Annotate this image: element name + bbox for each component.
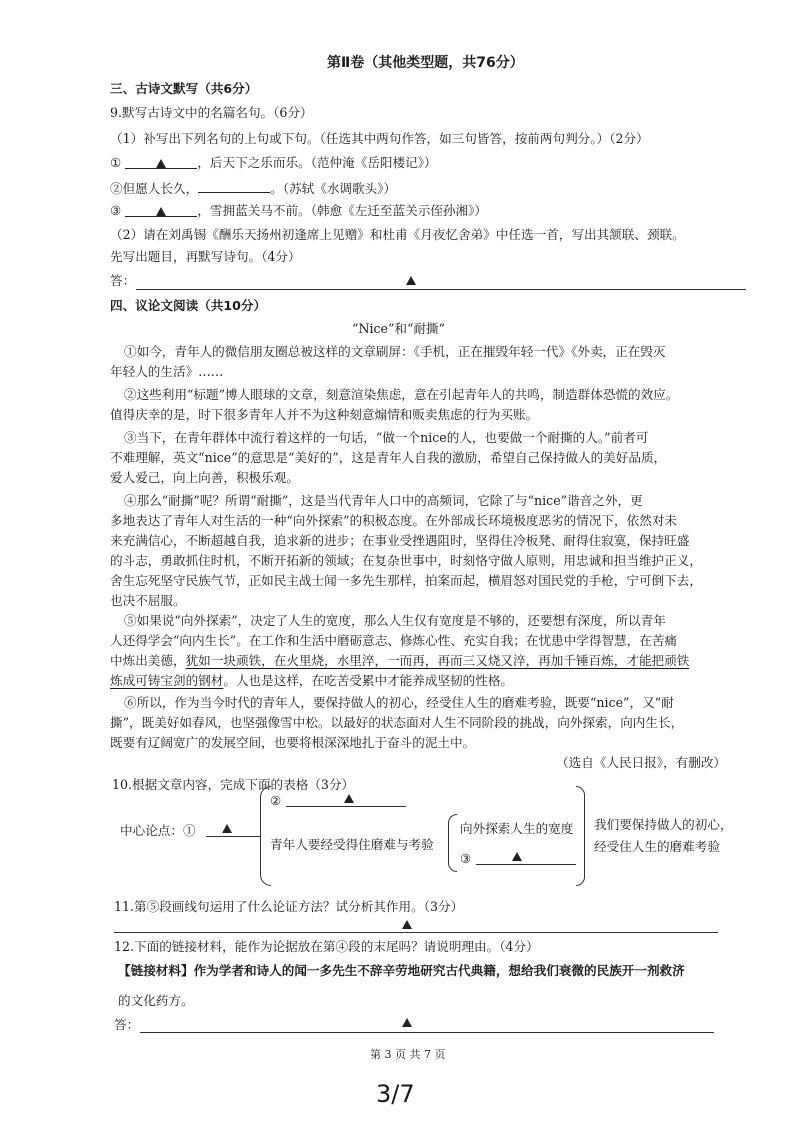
para5-line3-plain: 中炼出美德， xyxy=(110,653,186,668)
section3-title: 三、古诗文默写（共6分） xyxy=(110,81,258,96)
q9-2-line2: 先写出题目，再默写诗句。（4分） xyxy=(110,249,301,264)
part-title: 第Ⅱ卷（其他类型题，共76分） xyxy=(327,55,524,71)
para1-line2: 年轻人的生活》…… xyxy=(110,364,224,379)
fill-item-3-text: ，雪拥蓝关马不前。（韩愈《左迁至蓝关示侄孙湘》） xyxy=(197,203,487,218)
para2-line2: 值得庆幸的是，时下很多青年人并不为这种刻意煽情和贩卖焦虑的行为买账。 xyxy=(110,407,539,422)
q12-stem: 12.下面的链接材料，能作为论据放在第④段的末尾吗？请说明理由。（4分） xyxy=(114,939,539,954)
answer-label-q12: 答： xyxy=(114,1017,140,1032)
link-material-text: 【链接材料】作为学者和诗人的闻一多先生不辞辛劳地研究古代典籍，想给我们衰微的民族开一剂救济 xyxy=(118,963,685,978)
center-thesis-label: 中心论点：① xyxy=(120,823,196,838)
link-material-line2: 的文化药方。 xyxy=(118,993,194,1008)
page-indicator: 3/7 xyxy=(376,1080,415,1108)
triangle-marker-icon xyxy=(402,920,412,929)
para4-line4: 的斗志，勇敢抓住时机，不断开拓新的领域；在复杂世事中，时刻恪守做人原则，用忠诚和担当维护正义， xyxy=(110,553,702,568)
triangle-marker-icon xyxy=(406,276,416,285)
para5-line4-plain: 。人也是这样，在吃苦受累中才能养成坚韧的性格。 xyxy=(223,673,513,688)
subpoint-3-label: ③ xyxy=(460,851,472,866)
fill-item-1 xyxy=(110,154,437,172)
fill-item-3-num: ③ xyxy=(110,203,122,218)
conclusion-line2: 经受住人生的磨难考验 xyxy=(594,839,720,854)
conclusion-line1: 我们要保持做人的初心， xyxy=(594,817,733,832)
q9-1-instruction: （1）补写出下列名句的上句或下句。（任选其中两句作答，如三句皆答，按前两句判分。）（2分） xyxy=(110,131,649,146)
subpoint-3-blank[interactable] xyxy=(476,864,576,865)
para4-line3: 来充满信心，不断超越自我，追求新的进步；在事业受挫遇阻时，坚得住冷板凳、耐得住寂寞，保持旺盛 xyxy=(110,533,690,548)
triangle-marker-icon xyxy=(156,207,166,216)
triangle-marker-icon xyxy=(344,794,354,803)
para5-line2: 人还得学会“向内生长”。在工作和生活中磨砺意志、修炼心性、充实自我；在忧患中学得智慧，在苦痛 xyxy=(110,633,678,648)
para3-line2: 不难理解，英文“nice”的意思是“美好的”，这是青年人自我的激励，希望自己保持做人的美好品质， xyxy=(110,450,667,465)
subpoint-2-blank[interactable] xyxy=(286,806,406,807)
fill-item-1-text: ，后天下之乐而乐。（范仲淹《岳阳楼记》） xyxy=(197,155,437,170)
para4-line5: 舍生忘死坚守民族气节，正如民主战士闻一多先生那样，拍案而起，横眉怒对国民党的手枪，宁可倒下去， xyxy=(110,573,702,588)
center-thesis-blank[interactable] xyxy=(206,836,260,837)
explore-outward: 向外探索人生的宽度 xyxy=(460,821,574,836)
middle-point: 青年人要经受得住磨难与考验 xyxy=(270,837,434,852)
inner-brace xyxy=(448,814,457,872)
para5-line1: ⑤如果说“向外探索”，决定了人生的宽度，那么人生仅有宽度是不够的，还要想有深度，所以青年 xyxy=(124,613,666,628)
triangle-marker-icon xyxy=(222,824,232,833)
para6-line1: ⑥所以，作为当今时代的青年人，要保持做人的初心，经受住人生的磨难考验，既要“nice”，又“耐 xyxy=(124,695,674,710)
para2-line1: ②这些利用“标题”博人眼球的文章，刻意渲染焦虑，意在引起青年人的共鸣，制造群体恐慌的效应。 xyxy=(124,387,679,402)
right-brace xyxy=(576,786,585,886)
fill-blank-2[interactable] xyxy=(198,178,270,193)
underlined-sentence-end: 炼成可铸宝剑的钢材 xyxy=(110,673,224,688)
fill-blank-1[interactable] xyxy=(125,154,197,169)
fill-item-2-text-b: 。（苏轼《水调歌头》） xyxy=(270,181,397,196)
para3-line1: ③当下，在青年群体中流行着这样的一句话，“做一个nice的人，也要做一个耐撕的人。”前者可 xyxy=(124,430,649,445)
fill-item-1-num: ① xyxy=(110,155,122,170)
para6-line2: 撕”，既美好如春风，也坚强像雪中松。以最好的状态面对人生不同阶段的挑战，向外探索，向内生长， xyxy=(110,715,684,730)
para4-line1: ④那么“耐撕”呢？所谓“耐撕”，这是当代青年人口中的高频词，它除了与“nice”谐音之外，更 xyxy=(124,493,643,508)
q11-stem: 11.第⑤段画线句运用了什么论证方法？试分析其作用。（3分） xyxy=(114,899,464,914)
article-title: “Nice”和“耐撕” xyxy=(352,321,446,336)
link-material-line1 xyxy=(118,962,685,980)
q9-stem: 9.默写古诗文中的名篇名句。（6分） xyxy=(110,105,313,120)
para5-line3 xyxy=(110,652,689,670)
answer-line-q12[interactable] xyxy=(140,1032,714,1033)
underlined-sentence: 犹如一块顽铁，在火里烧，水里淬，一而再，再而三又烧又淬，再加千锤百炼，才能把顽铁 xyxy=(185,653,690,668)
answer-label-q9: 答： xyxy=(110,273,136,288)
q9-2-line1: （2）请在刘禹锡《酬乐天扬州初逢席上见赠》和杜甫《月夜忆舍弟》中任选一首，写出其颔联、颈联。 xyxy=(110,227,685,242)
q10-stem: 10.根据文章内容，完成下面的表格（3分） xyxy=(112,777,355,792)
fill-blank-3[interactable] xyxy=(125,202,197,217)
para6-line3: 既要有辽阔宽广的发展空间，也要将根深深地扎于奋斗的泥土中。 xyxy=(110,735,476,750)
para4-line6: 也决不屈服。 xyxy=(110,593,186,608)
section4-title: 四、议论文阅读（共10分） xyxy=(110,298,267,313)
triangle-marker-icon xyxy=(402,1018,412,1027)
triangle-marker-icon xyxy=(512,852,522,861)
answer-line-q11[interactable] xyxy=(114,932,718,933)
para4-line2: 多地表达了青年人对生活的一种“向外探索”的积极态度。在外部成长环境极度恶劣的情况下，依然对未 xyxy=(110,513,678,528)
page-footer: 第 3 页 共 7 页 xyxy=(370,1048,446,1061)
fill-item-3 xyxy=(110,202,487,220)
para1-line1: ①如今，青年人的微信朋友圈总被这样的文章刷屏：《手机，正在摧毁年轻一代》《外卖，正在毁灭 xyxy=(124,344,666,359)
para3-line3: 爱人爱己，向上向善，积极乐观。 xyxy=(110,470,299,485)
answer-line-q9[interactable] xyxy=(136,289,746,290)
fill-item-2-text-a: ②但愿人长久， xyxy=(110,181,199,196)
para5-line4 xyxy=(110,672,513,690)
triangle-marker-icon xyxy=(156,159,166,168)
fill-item-2 xyxy=(110,178,396,198)
subpoint-2-label: ② xyxy=(270,793,282,808)
article-source: （选自《人民日报》，有删改） xyxy=(556,755,727,770)
